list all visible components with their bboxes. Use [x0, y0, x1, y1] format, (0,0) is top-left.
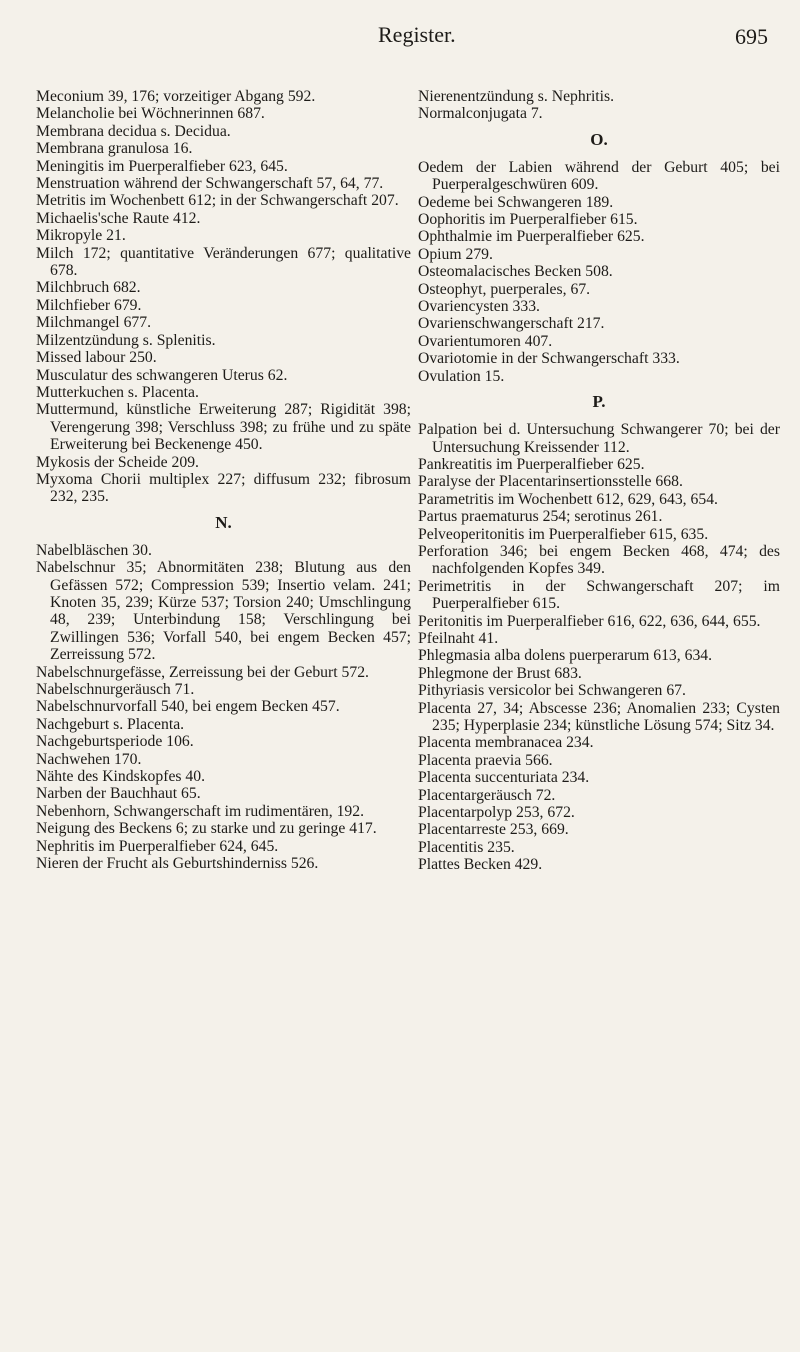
index-entry: Phlegmone der Brust 683.: [418, 664, 582, 682]
index-entry: Oedem der Labien während der Geburt 405; bei Puerperalgeschwüren 609.: [418, 158, 780, 194]
index-entry: Membrana decidua s. Decidua.: [36, 122, 231, 140]
index-entry: Osteophyt, puerperales, 67.: [418, 280, 591, 298]
index-entry: Milchbruch 682.: [36, 279, 141, 297]
index-entry: Narben der Bauchhaut 65.: [36, 785, 201, 803]
index-entry: Parametritis im Wochenbett 612, 629, 643, 654.: [418, 490, 718, 508]
index-entry: Musculatur des schwangeren Uterus 62.: [36, 366, 288, 384]
index-entry: Meconium 39, 176; vorzeitiger Abgang 592.: [36, 88, 316, 105]
index-entry: Nebenhorn, Schwangerschaft im rudimentären, 192.: [36, 802, 365, 820]
index-entry: Nachgeburtsperiode 106.: [36, 733, 194, 751]
index-entry: Pfeilnaht 41.: [418, 629, 499, 647]
index-entry: Nabelbläschen 30.: [36, 541, 152, 559]
index-entry: Nabelschnur 35; Abnormitäten 238; Blutung aus den Gefässen 572; Compression 539; Insertio velam. 241; Knoten 35, 239; Kürze 537; Torsion 240; Umschlingung 48, 239; Unterbindung 158; Verschlingung bei Zwillingen 536; Vorfall 540, bei engem Becken 457; Zerreissung 572.: [36, 559, 411, 664]
index-entry: Placentargeräusch 72.: [418, 786, 556, 804]
index-entry: Perforation 346; bei engem Becken 468, 474; des nachfolgenden Kopfes 349.: [418, 542, 780, 578]
entries-m: [36, 88, 411, 506]
index-entry: Plattes Becken 429.: [418, 856, 543, 874]
index-entry: Placenta praevia 566.: [418, 751, 553, 769]
index-entry: Nachwehen 170.: [36, 750, 142, 768]
index-entry: Mykosis der Scheide 209.: [36, 453, 199, 471]
index-entry: Ovarienschwangerschaft 217.: [418, 315, 605, 333]
section-letter-p: P.: [592, 392, 606, 412]
index-entry: Osteomalacisches Becken 508.: [418, 263, 613, 281]
page-number: 695: [735, 24, 768, 49]
index-entry: Metritis im Wochenbett 612; in der Schwangerschaft 207.: [36, 192, 399, 210]
index-entry: Milchfieber 679.: [36, 296, 142, 314]
index-entry: Nephritis im Puerperalfieber 624, 645.: [36, 837, 279, 855]
index-entry: Peritonitis im Puerperalfieber 616, 622, 636, 644, 655.: [418, 612, 761, 630]
entries-n-continued: [418, 88, 780, 123]
index-entry: Pithyriasis versicolor bei Schwangeren 67.: [418, 682, 686, 700]
entries-n: [36, 542, 411, 873]
index-entry: Pelveoperitonitis im Puerperalfieber 615, 635.: [418, 525, 709, 543]
index-entry: Neigung des Beckens 6; zu starke und zu geringe 417.: [36, 820, 377, 838]
index-entry: Nierenentzündung s. Nephritis.: [418, 88, 615, 105]
index-entry: Oophoritis im Puerperalfieber 615.: [418, 211, 638, 229]
index-entry: Ovariencysten 333.: [418, 298, 540, 316]
index-entry: Nabelschnurgefässe, Zerreissung bei der Geburt 572.: [36, 663, 369, 681]
index-entry: Placentarreste 253, 669.: [418, 821, 569, 839]
index-entry: Nieren der Frucht als Geburtshinderniss 526.: [36, 855, 319, 873]
index-entry: Placenta membranacea 234.: [418, 734, 594, 752]
index-entry: Milch 172; quantitative Veränderungen 677; qualitative 678.: [36, 244, 411, 280]
index-entry: Ovariotomie in der Schwangerschaft 333.: [418, 350, 680, 368]
index-entry: Nabelschnurvorfall 540, bei engem Becken 457.: [36, 698, 340, 716]
index-entry: Perimetritis in der Schwangerschaft 207; im Puerperalfieber 615.: [418, 577, 780, 613]
entries-o: [418, 159, 780, 385]
index-entry: Milchmangel 677.: [36, 314, 152, 332]
index-entry: Pankreatitis im Puerperalfieber 625.: [418, 455, 645, 473]
right-column: [418, 88, 780, 874]
index-entry: Placentarpolyp 253, 672.: [418, 804, 575, 822]
running-title: Register.: [378, 22, 456, 47]
index-entry: Ovarientumoren 407.: [418, 332, 553, 350]
index-entry: Oedeme bei Schwangeren 189.: [418, 193, 614, 211]
index-entry: Ophthalmie im Puerperalfieber 625.: [418, 228, 645, 246]
section-letter-n: N.: [215, 512, 232, 532]
index-entry: Nabelschnurgeräusch 71.: [36, 681, 195, 698]
index-entry: Membrana granulosa 16.: [36, 140, 193, 158]
index-entry: Placenta succenturiata 234.: [418, 769, 590, 787]
index-entry: Palpation bei d. Untersuchung Schwangerer 70; bei der Untersuchung Kreissender 112.: [418, 421, 780, 456]
index-entry: Menstruation während der Schwangerschaft 57, 64, 77.: [36, 175, 384, 193]
index-entry: Nähte des Kindskopfes 40.: [36, 768, 206, 786]
index-entry: Muttermund, künstliche Erweiterung 287; Rigidität 398; Verengerung 398; Verschluss 398; zu frühe und zu späte Erweiterung bei Beckenenge 450.: [36, 401, 411, 454]
index-entry: Phlegmasia alba dolens puerperarum 613, 634.: [418, 647, 713, 665]
left-column: [36, 88, 411, 872]
index-entry: Mutterkuchen s. Placenta.: [36, 383, 199, 401]
index-entry: Normalconjugata 7.: [418, 105, 543, 123]
index-entry: Paralyse der Placentarinsertionsstelle 668.: [418, 473, 683, 491]
index-entry: Nachgeburt s. Placenta.: [36, 715, 185, 733]
index-entry: Mikropyle 21.: [36, 227, 126, 245]
index-entry: Missed labour 250.: [36, 349, 157, 367]
index-entry: Meningitis im Puerperalfieber 623, 645.: [36, 157, 288, 175]
page-header: [0, 14, 800, 54]
index-entry: Partus praematurus 254; serotinus 261.: [418, 508, 663, 526]
index-entry: Placenta 27, 34; Abscesse 236; Anomalien 233; Cysten 235; Hyperplasie 234; künstliche Lösung 574; Sitz 34.: [418, 699, 780, 734]
index-entry: Opium 279.: [418, 245, 493, 263]
entries-p: [418, 421, 780, 874]
index-entry: Milzentzündung s. Splenitis.: [36, 331, 216, 349]
index-entry: Myxoma Chorii multiplex 227; diffusum 232; fibrosum 232, 235.: [36, 470, 411, 506]
section-letter-o: O.: [590, 129, 608, 149]
index-entry: Ovulation 15.: [418, 367, 505, 385]
index-entry: Michaelis'sche Raute 412.: [36, 209, 201, 227]
index-entry: Melancholie bei Wöchnerinnen 687.: [36, 105, 265, 123]
index-entry: Placentitis 235.: [418, 838, 515, 856]
